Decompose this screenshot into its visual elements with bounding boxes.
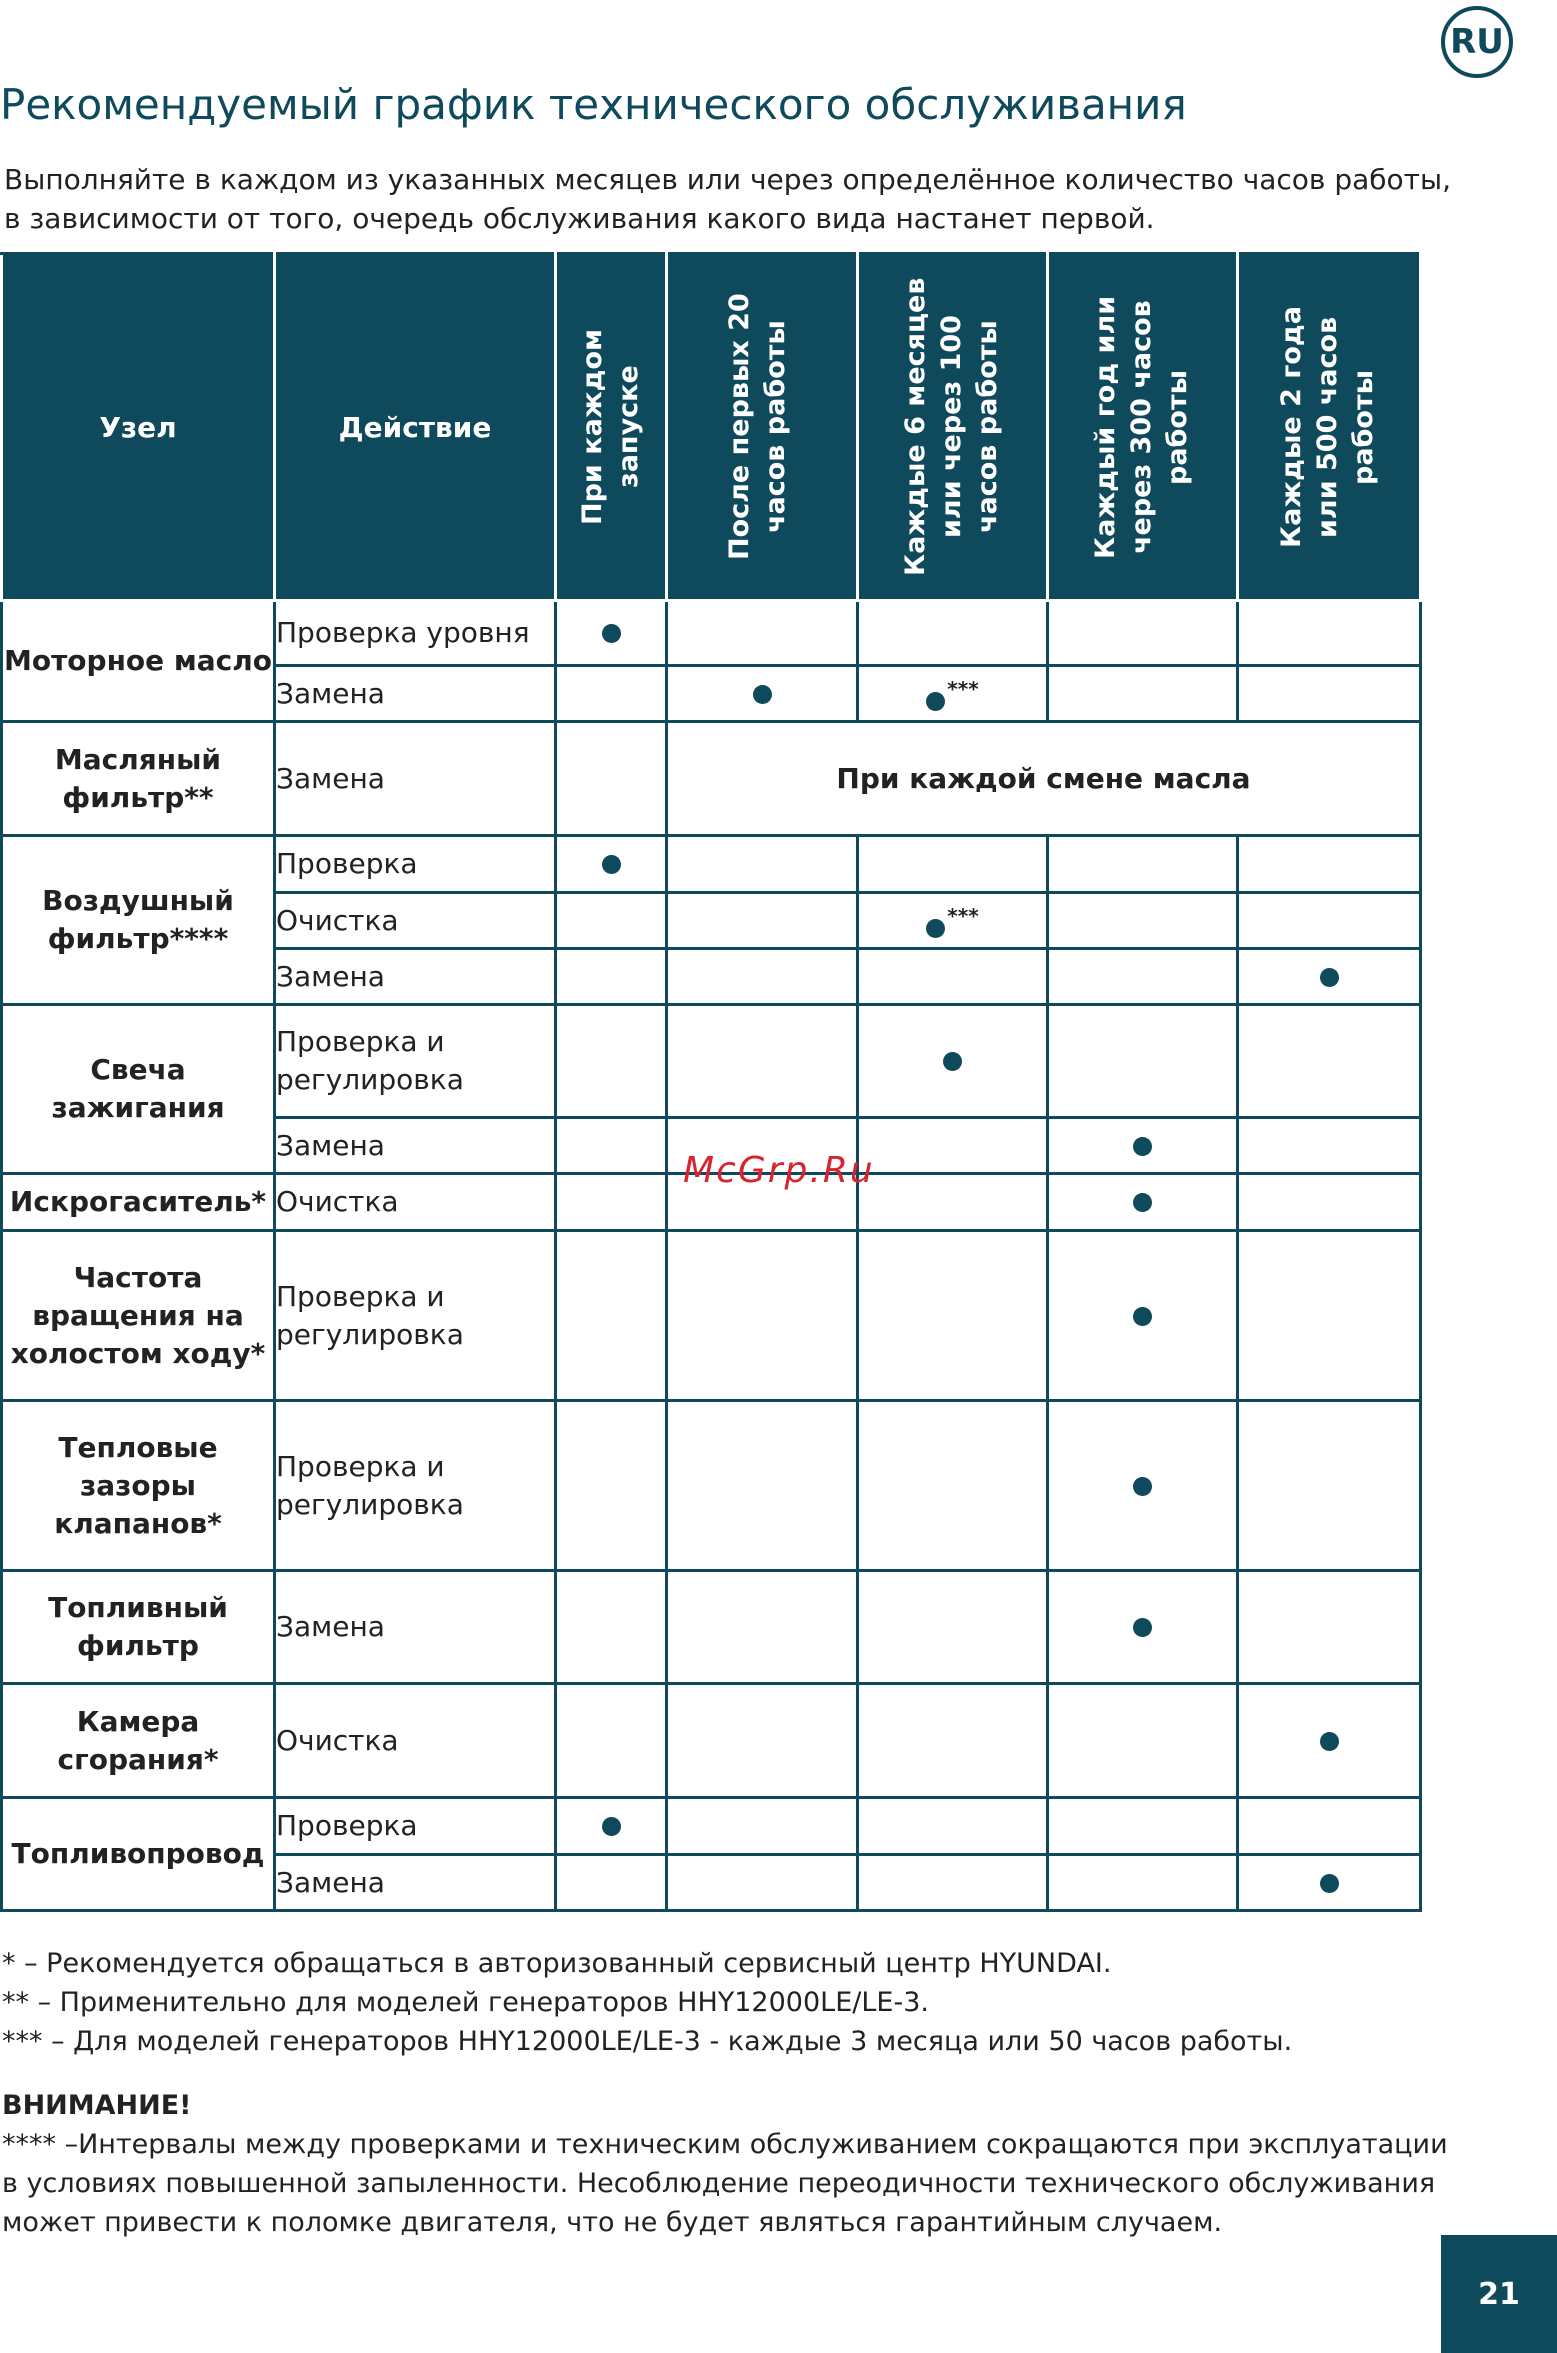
header-2-years: Каждые 2 года или 500 часов работы <box>1238 254 1421 601</box>
header-every-start: При каждом запуске <box>556 254 667 601</box>
node-fuel-filter: Топливный фильтр <box>2 1571 275 1684</box>
page-number: 21 <box>1441 2235 1557 2353</box>
table-row <box>2 1798 1421 1855</box>
language-badge: RU <box>1441 6 1513 78</box>
table-row <box>2 1684 1421 1798</box>
footnote-3: *** – Для моделей генераторов HHY12000LE/LE-3 - каждые 3 месяца или 50 часов работы. <box>2 2026 1293 2057</box>
node-spark-plug: Свеча зажигания <box>2 1005 275 1174</box>
action-cell: Проверка <box>275 836 556 893</box>
attention-title: ВНИМАНИЕ! <box>2 2090 192 2121</box>
header-6-months: Каждые 6 месяцев или через 100 часов работы <box>858 254 1048 601</box>
dot-marker <box>943 1052 962 1071</box>
node-fuel-line: Топливопровод <box>2 1798 275 1911</box>
maintenance-schedule-table <box>0 252 1422 1912</box>
action-cell: Замена <box>275 666 556 722</box>
note-mark: *** <box>947 903 979 928</box>
intro-line-2: в зависимости от того, очередь обслуживания какого вида настанет первой. <box>4 202 1155 235</box>
watermark: McGrp.Ru <box>683 1150 875 1191</box>
node-idle-speed: Частота вращения на холостом ходу* <box>2 1231 275 1401</box>
action-cell: Проверка и регулировка <box>275 1401 556 1571</box>
action-cell: Проверка <box>275 1798 556 1855</box>
table-row <box>2 722 1421 836</box>
dot-marker <box>602 855 621 874</box>
action-cell: Очистка <box>275 893 556 949</box>
page-title: Рекомендуемый график технического обслуживания <box>0 80 1187 129</box>
node-engine-oil: Моторное масло <box>2 601 275 722</box>
node-combustion-chamber: Камера сгорания* <box>2 1684 275 1798</box>
dot-marker <box>602 624 621 643</box>
action-cell: Замена <box>275 722 556 836</box>
oil-change-note: При каждой смене масла <box>667 722 1421 836</box>
intro-line-1: Выполняйте в каждом из указанных месяцев или через определённое количество часов работы, <box>4 163 1451 196</box>
action-cell: Проверка уровня <box>275 601 556 666</box>
note-mark: *** <box>947 676 979 701</box>
action-cell: Очистка <box>275 1684 556 1798</box>
action-cell: Замена <box>275 1118 556 1174</box>
dot-marker <box>602 1817 621 1836</box>
attention-text: **** –Интервалы между проверками и техническим обслуживанием сокращаются при эксплуатации в условиях повышенной запыленности. Несоблюдение переодичности технического обслуживания может привести к поломке двигателя, что не будет являться гарантийным случаем. <box>2 2129 1448 2238</box>
table-row <box>2 1231 1421 1401</box>
action-cell: Проверка и регулировка <box>275 1005 556 1118</box>
action-cell: Очистка <box>275 1174 556 1231</box>
dot-marker <box>926 692 945 711</box>
dot-marker <box>1133 1618 1152 1637</box>
action-cell: Замена <box>275 1855 556 1911</box>
table-row <box>2 1005 1421 1118</box>
dot-marker <box>1133 1193 1152 1212</box>
header-after-20h: После первых 20 часов работы <box>667 254 858 601</box>
dot-marker <box>1320 1874 1339 1893</box>
header-action: Действие <box>275 254 556 601</box>
node-spark-arrester: Искрогаситель* <box>2 1174 275 1231</box>
dot-marker <box>926 919 945 938</box>
node-air-filter: Воздушный фильтр**** <box>2 836 275 1005</box>
table-row <box>2 601 1421 666</box>
dot-marker <box>1133 1307 1152 1326</box>
footnotes <box>2 1944 1452 2242</box>
table-header-row <box>2 254 1421 601</box>
footnote-1: * – Рекомендуется обращаться в авторизованный сервисный центр HYUNDAI. <box>2 1948 1112 1979</box>
header-1-year: Каждый год или через 300 часов работы <box>1048 254 1238 601</box>
table-row <box>2 1401 1421 1571</box>
action-cell: Замена <box>275 1571 556 1684</box>
intro-text <box>4 160 1451 238</box>
table-row <box>2 836 1421 893</box>
dot-marker <box>753 685 772 704</box>
node-oil-filter: Масляный фильтр** <box>2 722 275 836</box>
action-cell: Замена <box>275 949 556 1005</box>
action-cell: Проверка и регулировка <box>275 1231 556 1401</box>
dot-marker <box>1133 1137 1152 1156</box>
node-valve-clearance: Тепловые зазоры клапанов* <box>2 1401 275 1571</box>
table-row <box>2 1571 1421 1684</box>
header-node: Узел <box>2 254 275 601</box>
dot-marker <box>1320 1732 1339 1751</box>
dot-marker <box>1133 1477 1152 1496</box>
dot-marker <box>1320 968 1339 987</box>
footnote-2: ** – Применительно для моделей генераторов HHY12000LE/LE-3. <box>2 1987 929 2018</box>
